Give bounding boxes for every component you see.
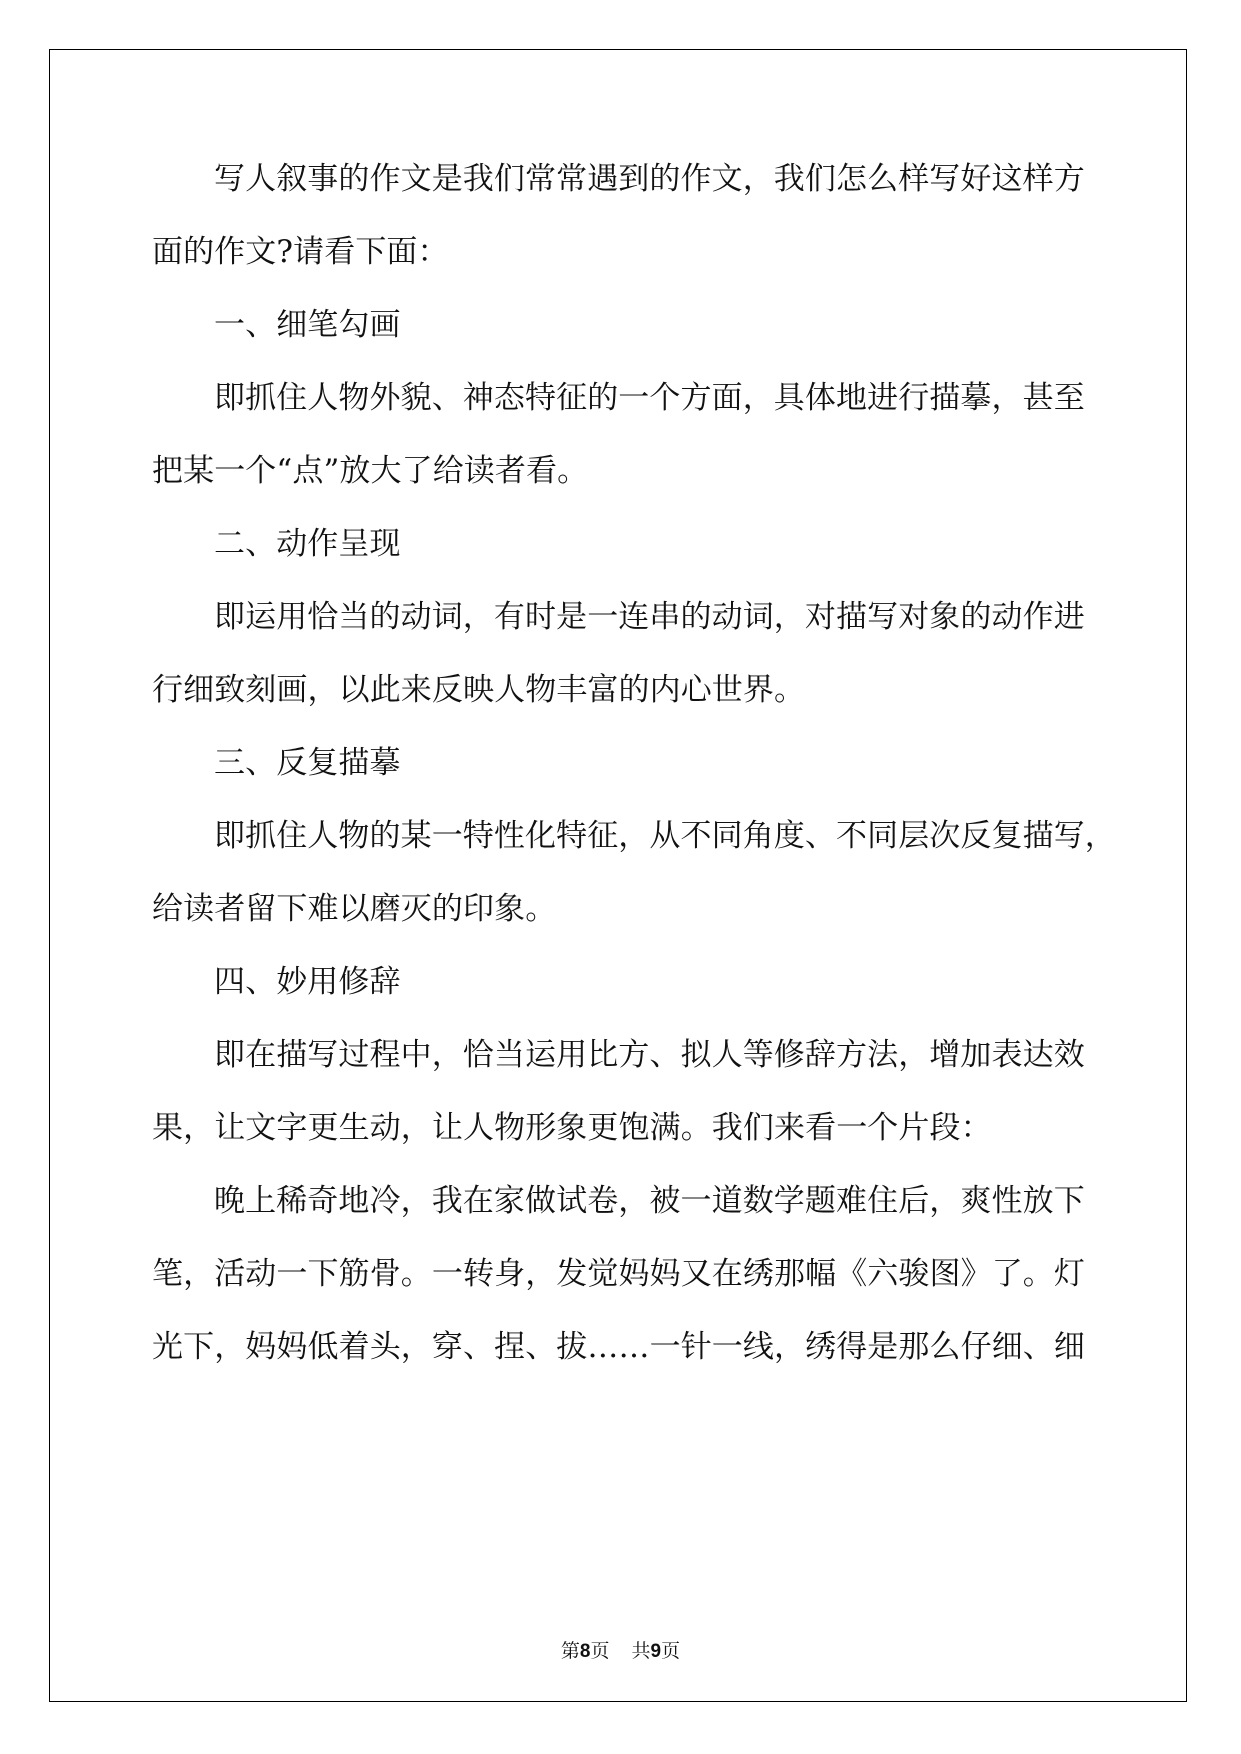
- paragraph-line: 即运用恰当的动词，有时是一连串的动词，对描写对象的动作进: [214, 599, 1085, 635]
- paragraph-line: 光下，妈妈低着头，穿、捏、拔……一针一线，绣得是那么仔细、细: [152, 1329, 1085, 1365]
- section-heading: 二、动作呈现: [214, 526, 401, 562]
- paragraph-line: 笔，活动一下筋骨。一转身，发觉妈妈又在绣那幅《六骏图》了。灯: [152, 1256, 1085, 1292]
- paragraph-line: 写人叙事的作文是我们常常遇到的作文，我们怎么样写好这样方: [214, 161, 1085, 197]
- page-suffix: 页: [590, 1640, 610, 1662]
- paragraph-line: 晚上稀奇地冷，我在家做试卷，被一道数学题难住后，爽性放下: [214, 1183, 1085, 1219]
- paragraph-line: 即抓住人物外貌、神态特征的一个方面，具体地进行描摹，甚至: [214, 380, 1085, 416]
- total-prefix: 共: [631, 1640, 651, 1662]
- section-heading: 三、反复描摹: [214, 745, 401, 781]
- page-prefix: 第: [560, 1640, 580, 1662]
- paragraph-line: 面的作文?请看下面：: [152, 234, 449, 270]
- paragraph-line: 把某一个“点”放大了给读者看。: [152, 453, 589, 489]
- paragraph-line: 即抓住人物的某一特性化特征，从不同角度、不同层次反复描写，: [214, 818, 1116, 854]
- paragraph-line: 行细致刻画，以此来反映人物丰富的内心世界。: [152, 672, 806, 708]
- page-current: 8: [579, 1641, 591, 1662]
- total-suffix: 页: [661, 1640, 681, 1662]
- page-border: [49, 49, 1187, 1702]
- paragraph-line: 给读者留下难以磨灭的印象。: [152, 891, 557, 927]
- section-heading: 一、细笔勾画: [214, 307, 401, 343]
- paragraph-line: 即在描写过程中，恰当运用比方、拟人等修辞方法，增加表达效: [214, 1037, 1085, 1073]
- page-footer: [0, 1636, 1241, 1663]
- paragraph-line: 果，让文字更生动，让人物形象更饱满。我们来看一个片段：: [152, 1110, 992, 1146]
- section-heading: 四、妙用修辞: [214, 964, 401, 1000]
- page-total: 9: [650, 1641, 662, 1662]
